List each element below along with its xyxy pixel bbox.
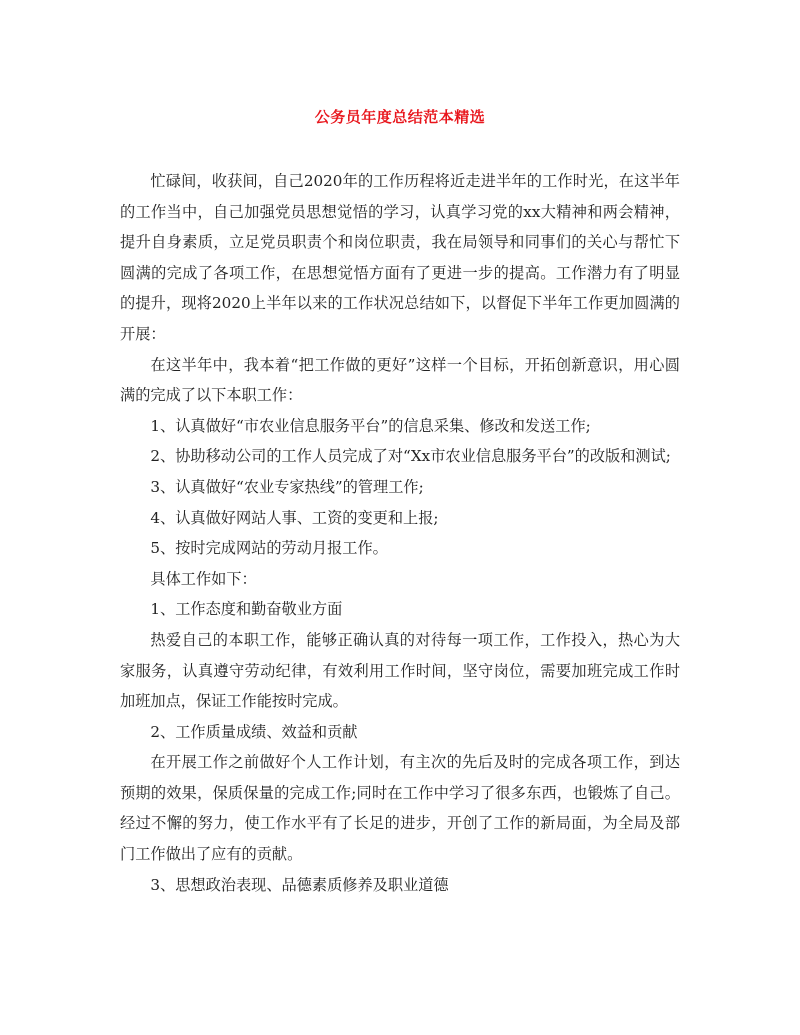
- list-item: 2、协助移动公司的工作人员完成了对“Xx市农业信息服务平台”的改版和测试;: [150, 447, 671, 466]
- section-paragraph: 在开展工作之前做好个人工作计划，有主次的先后及时的完成各项工作，到达预期的效果，保质保量的完成工作;同时在工作中学习了很多东西，也锻炼了自己。经过不懈的努力，使工作水平有了长足的进步，开创了工作的新局面，为全局及部门工作做出了应有的贡献。: [120, 753, 680, 864]
- paragraph-intro: 忙碌间，收获间，自己2020年的工作历程将近走进半年的工作时光，在这半年的工作当中，自己加强党员思想觉悟的学习，认真学习党的xx大精神和两会精神，提升自身素质，立足党员职责个和岗位职责，我在局领导和同事们的关心与帮忙下圆满的完成了各项工作，在思想觉悟方面有了更进一步的提高。工作潜力有了明显的提升，现将2020上半年以来的工作状况总结如下，以督促下半年工作更加圆满的开展：: [120, 172, 680, 343]
- paragraph-goal: 在这半年中，我本着“把工作做的更好”这样一个目标，开拓创新意识，用心圆满的完成了以下本职工作：: [120, 355, 680, 405]
- list-item: 4、认真做好网站人事、工资的变更和上报;: [150, 508, 439, 527]
- section-intro: 具体工作如下：: [150, 569, 257, 588]
- section-heading: 1、工作态度和勤奋敬业方面: [150, 600, 343, 619]
- section-heading: 3、思想政治表现、品德素质修养及职业道德: [150, 875, 449, 894]
- document-body: [120, 166, 680, 900]
- document-title: 公务员年度总结范本精选: [314, 108, 486, 126]
- list-item: 3、认真做好“农业专家热线”的管理工作;: [150, 477, 424, 496]
- section-paragraph: 热爱自己的本职工作，能够正确认真的对待每一项工作，工作投入，热心为大家服务，认真遵守劳动纪律，有效利用工作时间，坚守岗位，需要加班完成工作时加班加点，保证工作能按时完成。: [120, 630, 680, 711]
- list-item: 5、按时完成网站的劳动月报工作。: [150, 539, 388, 558]
- list-item: 1、认真做好“市农业信息服务平台”的信息采集、修改和发送工作;: [150, 416, 591, 435]
- section-heading: 2、工作质量成绩、效益和贡献: [150, 722, 358, 741]
